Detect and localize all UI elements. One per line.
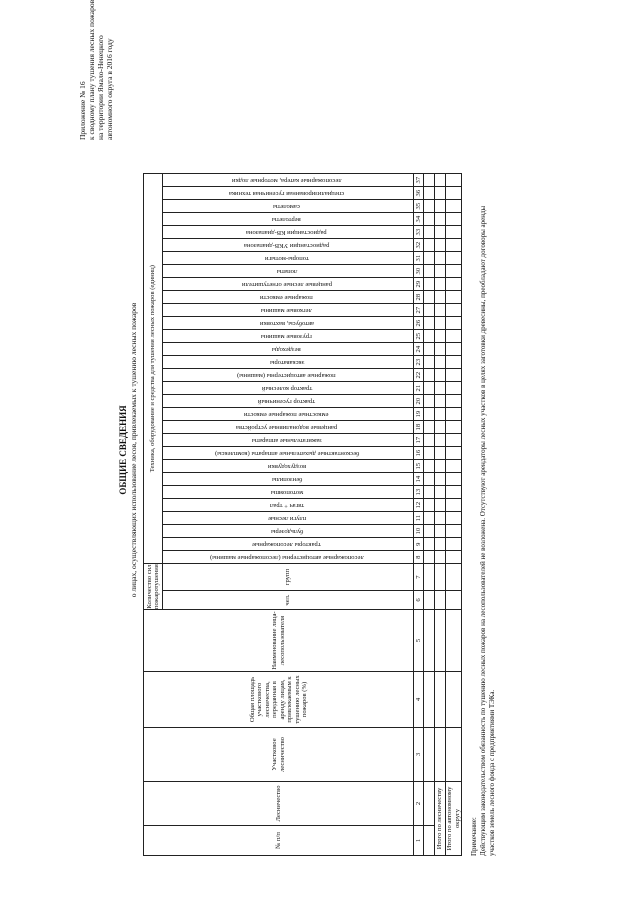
equipment-header xyxy=(163,499,414,512)
equipment-label: самолеты xyxy=(273,202,301,210)
column-number: 35 xyxy=(414,200,424,213)
empty-cell xyxy=(446,538,462,551)
col-forestry-label: Лесничество xyxy=(274,785,282,822)
total-district-row-label: Итого по автономному округу xyxy=(446,782,462,856)
empty-cell xyxy=(446,213,462,226)
col-crew xyxy=(144,564,163,610)
equipment-header xyxy=(163,486,414,499)
tech-heading xyxy=(144,174,163,564)
empty-cell xyxy=(446,421,462,434)
column-number: 32 xyxy=(414,239,424,252)
empty-cell xyxy=(435,421,446,434)
empty-cell xyxy=(424,782,435,826)
empty-cell xyxy=(446,291,462,304)
column-number: 27 xyxy=(414,304,424,317)
equipment-label: плуги лесные xyxy=(267,514,306,522)
empty-cell xyxy=(424,382,435,395)
col-crew-label: Количество сил пожаротушения xyxy=(145,564,160,609)
equipment-header xyxy=(163,239,414,252)
equipment-label: лопаты xyxy=(276,267,297,275)
document-subtitle: о лицах, осуществляющих использование лесов, привлекаемых к тушению лесных пожаров xyxy=(129,302,138,598)
empty-cell xyxy=(446,317,462,330)
empty-cell xyxy=(424,330,435,343)
col-area-label: Общая площадь участкового лесничества, переданная в аренду лицам, привлекаемым к тушению лесных пожаров (%) xyxy=(248,675,308,724)
col-groups xyxy=(163,564,414,591)
col-groups-label: групп xyxy=(284,568,292,586)
empty-cell xyxy=(435,226,446,239)
equipment-label: легковые машины xyxy=(261,306,313,314)
equipment-label: воздуходувки xyxy=(267,462,306,470)
appendix-line-4: автономного округа в 2016 году xyxy=(105,38,114,140)
column-number: 31 xyxy=(414,252,424,265)
col-district-label: Участковое лесничество xyxy=(271,737,286,772)
empty-cell xyxy=(435,564,446,591)
column-number: 19 xyxy=(414,408,424,421)
empty-cell xyxy=(424,369,435,382)
equipment-label: ранцевые водоналивные устройства xyxy=(236,423,338,431)
empty-cell xyxy=(435,728,446,782)
empty-cell xyxy=(446,330,462,343)
empty-cell xyxy=(435,672,446,728)
equipment-header xyxy=(163,408,414,421)
empty-cell xyxy=(435,239,446,252)
column-number: 16 xyxy=(414,447,424,460)
empty-cell xyxy=(435,395,446,408)
column-number: 13 xyxy=(414,486,424,499)
column-number: 29 xyxy=(414,278,424,291)
empty-cell xyxy=(435,610,446,672)
column-number: 17 xyxy=(414,434,424,447)
equipment-label: бензопилы xyxy=(271,475,302,483)
appendix-line-3: на территории Ямало-Ненецкого xyxy=(96,35,105,140)
column-number: 4 xyxy=(414,672,424,728)
equipment-label: лесопожарные автоцистерны (лесопожарные машины) xyxy=(209,553,364,561)
document-title: ОБЩИЕ СВЕДЕНИЯ xyxy=(118,405,128,495)
appendix-line-2: к сводному плану тушения лесных пожаров xyxy=(87,0,96,140)
empty-cell xyxy=(446,369,462,382)
column-number: 12 xyxy=(414,499,424,512)
col-num-label: № п/п xyxy=(274,832,282,849)
empty-cell xyxy=(446,356,462,369)
empty-cell xyxy=(424,551,435,564)
empty-cell xyxy=(446,226,462,239)
empty-cell xyxy=(446,447,462,460)
equipment-label: вездеходы xyxy=(272,345,302,353)
column-number: 18 xyxy=(414,421,424,434)
empty-cell xyxy=(446,564,462,591)
column-number: 3 xyxy=(414,728,424,782)
empty-cell xyxy=(435,512,446,525)
column-number: 22 xyxy=(414,369,424,382)
column-number: 5 xyxy=(414,610,424,672)
empty-cell xyxy=(424,610,435,672)
empty-cell xyxy=(435,591,446,610)
tech-heading-label: Техника, оборудование и средства для тушения лесных пожаров (единиц) xyxy=(149,265,157,473)
column-number: 30 xyxy=(414,265,424,278)
column-number: 6 xyxy=(414,591,424,610)
equipment-header xyxy=(163,447,414,460)
equipment-header xyxy=(163,200,414,213)
empty-cell xyxy=(435,343,446,356)
total-forestry-row-label: Итого по лесничеству xyxy=(435,782,446,856)
equipment-header xyxy=(163,278,414,291)
equipment-header xyxy=(163,512,414,525)
column-number: 15 xyxy=(414,460,424,473)
appendix-line-1: Приложение № 16 xyxy=(78,81,87,140)
column-number: 25 xyxy=(414,330,424,343)
empty-cell xyxy=(446,473,462,486)
empty-cell xyxy=(446,304,462,317)
empty-cell xyxy=(435,330,446,343)
empty-cell xyxy=(446,551,462,564)
empty-cell xyxy=(446,434,462,447)
total-district-row xyxy=(446,174,462,856)
empty-cell xyxy=(424,304,435,317)
equipment-header xyxy=(163,317,414,330)
info-table xyxy=(143,173,462,856)
equipment-label: лесопожарные катера, моторные лодки xyxy=(231,176,342,184)
empty-cell xyxy=(424,499,435,512)
empty-cell xyxy=(446,174,462,187)
notes-label: Примечание: xyxy=(470,817,478,856)
equipment-header xyxy=(163,460,414,473)
empty-cell xyxy=(424,826,435,856)
equipment-label: ранцевые лесные огнетушители xyxy=(241,280,332,288)
equipment-label: пожарные автоцистерны (машины) xyxy=(237,371,337,379)
appendix-block xyxy=(78,0,114,140)
empty-cell xyxy=(424,395,435,408)
equipment-header xyxy=(163,551,414,564)
empty-cell xyxy=(446,408,462,421)
empty-cell xyxy=(446,187,462,200)
empty-cell xyxy=(424,591,435,610)
empty-cell xyxy=(424,512,435,525)
empty-cell xyxy=(435,356,446,369)
equipment-label: вертолеты xyxy=(272,215,302,223)
equipment-label: трактор гусеничный xyxy=(258,397,316,405)
column-number: 8 xyxy=(414,551,424,564)
equipment-header xyxy=(163,356,414,369)
equipment-header xyxy=(163,369,414,382)
col-name xyxy=(144,610,414,672)
empty-cell xyxy=(424,447,435,460)
equipment-header xyxy=(163,434,414,447)
column-number: 33 xyxy=(414,226,424,239)
empty-cell xyxy=(424,460,435,473)
col-name-label: Наименование лица-лесопользователя xyxy=(271,611,286,670)
equipment-header xyxy=(163,213,414,226)
column-number: 36 xyxy=(414,187,424,200)
equipment-header xyxy=(163,473,414,486)
empty-cell xyxy=(435,447,446,460)
column-number: 2 xyxy=(414,782,424,826)
empty-cell xyxy=(435,252,446,265)
empty-cell xyxy=(446,728,462,782)
equipment-label: пожарные емкости xyxy=(260,293,314,301)
empty-cell xyxy=(424,200,435,213)
empty-cell xyxy=(435,382,446,395)
empty-cell xyxy=(424,486,435,499)
empty-cell xyxy=(446,512,462,525)
empty-cell xyxy=(435,538,446,551)
equipment-label: радиостанции КВ-диапазона xyxy=(246,228,328,236)
col-people xyxy=(163,591,414,610)
empty-cell xyxy=(435,265,446,278)
total-forestry-row xyxy=(435,174,446,856)
equipment-header xyxy=(163,395,414,408)
empty-cell xyxy=(435,200,446,213)
column-number: 10 xyxy=(414,525,424,538)
empty-cell xyxy=(446,382,462,395)
empty-cell xyxy=(424,239,435,252)
empty-cell xyxy=(446,610,462,672)
empty-cell xyxy=(435,434,446,447)
empty-cell xyxy=(435,486,446,499)
empty-cell xyxy=(446,395,462,408)
column-number: 20 xyxy=(414,395,424,408)
equipment-label: грузовые машины xyxy=(261,332,313,340)
empty-cell xyxy=(424,356,435,369)
equipment-header xyxy=(163,343,414,356)
notes-line-2: участков земель лесного фонда с предприятиями ТЭКа. xyxy=(488,689,496,856)
empty-cell xyxy=(424,226,435,239)
empty-cell xyxy=(424,317,435,330)
column-number: 9 xyxy=(414,538,424,551)
empty-cell xyxy=(424,525,435,538)
empty-cell xyxy=(435,291,446,304)
equipment-label: специализированная гусеничная техника xyxy=(229,189,345,197)
empty-cell xyxy=(446,252,462,265)
equipment-header xyxy=(163,291,414,304)
empty-cell xyxy=(446,278,462,291)
equipment-label: топоры-мотыги xyxy=(264,254,309,262)
empty-cell xyxy=(424,672,435,728)
equipment-header xyxy=(163,382,414,395)
empty-cell xyxy=(435,213,446,226)
col-num xyxy=(144,826,414,856)
empty-cell xyxy=(446,460,462,473)
empty-cell xyxy=(424,421,435,434)
empty-cell xyxy=(424,434,435,447)
col-forestry xyxy=(144,782,414,826)
equipment-header xyxy=(163,174,414,187)
empty-cell xyxy=(435,369,446,382)
empty-cell xyxy=(435,499,446,512)
empty-cell xyxy=(435,473,446,486)
equipment-header xyxy=(163,252,414,265)
equipment-label: тягач + трал xyxy=(269,501,304,509)
column-number: 1 xyxy=(414,826,424,856)
column-number: 34 xyxy=(414,213,424,226)
equipment-header xyxy=(163,330,414,343)
notes-line-1: Действующим законодательством обязанность по тушению лесных пожаров на лесопользователей не возложена. Отсутствуют арендаторы лесных участков в целях заготовки древесины, преобладают договоры аренды xyxy=(479,205,487,856)
empty-cell xyxy=(424,473,435,486)
equipment-label: экскаваторы xyxy=(269,358,304,366)
empty-cell xyxy=(446,239,462,252)
equipment-label: бесконтактные дыхательные аппараты (комплексы) xyxy=(214,449,359,457)
empty-cell xyxy=(424,408,435,421)
empty-cell xyxy=(446,343,462,356)
equipment-header xyxy=(163,187,414,200)
empty-cell xyxy=(424,564,435,591)
empty-cell xyxy=(424,538,435,551)
empty-cell xyxy=(435,278,446,291)
empty-cell xyxy=(424,265,435,278)
empty-cell xyxy=(424,174,435,187)
column-number: 11 xyxy=(414,512,424,525)
column-number: 14 xyxy=(414,473,424,486)
column-number: 7 xyxy=(414,564,424,591)
equipment-header xyxy=(163,265,414,278)
equipment-header xyxy=(163,226,414,239)
equipment-label: радиостанции УКВ-диапазона xyxy=(244,241,330,249)
column-number: 21 xyxy=(414,382,424,395)
empty-cell xyxy=(446,499,462,512)
empty-cell xyxy=(424,187,435,200)
empty-cell xyxy=(435,525,446,538)
empty-cell xyxy=(446,486,462,499)
equipment-header xyxy=(163,304,414,317)
empty-cell xyxy=(435,551,446,564)
equipment-label: емкостные пожарные емкости xyxy=(244,410,329,418)
equipment-header xyxy=(163,538,414,551)
empty-cell xyxy=(435,408,446,421)
equipment-header xyxy=(163,421,414,434)
empty-cell xyxy=(446,672,462,728)
col-area xyxy=(144,672,414,728)
empty-cell xyxy=(424,343,435,356)
column-number: 28 xyxy=(414,291,424,304)
empty-cell xyxy=(435,317,446,330)
equipment-label: тракторы лесопожарные xyxy=(252,540,322,548)
column-number: 37 xyxy=(414,174,424,187)
equipment-label: автобусы, вахтовки xyxy=(259,319,314,327)
col-district xyxy=(144,728,414,782)
column-number: 26 xyxy=(414,317,424,330)
empty-cell xyxy=(424,728,435,782)
col-people-label: чел. xyxy=(284,594,292,606)
equipment-label: трактор колесный xyxy=(261,384,312,392)
empty-cell xyxy=(446,265,462,278)
empty-cell xyxy=(424,278,435,291)
empty-cell xyxy=(435,174,446,187)
empty-cell xyxy=(424,213,435,226)
empty-cell xyxy=(435,460,446,473)
empty-cell xyxy=(446,525,462,538)
equipment-label: зажигательные аппараты xyxy=(251,436,322,444)
notes-block xyxy=(470,36,497,856)
column-number: 24 xyxy=(414,343,424,356)
empty-cell xyxy=(435,304,446,317)
equipment-header xyxy=(163,525,414,538)
empty-cell xyxy=(446,200,462,213)
column-number: 23 xyxy=(414,356,424,369)
empty-cell xyxy=(424,291,435,304)
equipment-label: бульдозеры xyxy=(270,527,303,535)
equipment-label: мотопомпы xyxy=(270,488,303,496)
empty-cell xyxy=(446,591,462,610)
empty-cell xyxy=(435,187,446,200)
empty-cell xyxy=(424,252,435,265)
